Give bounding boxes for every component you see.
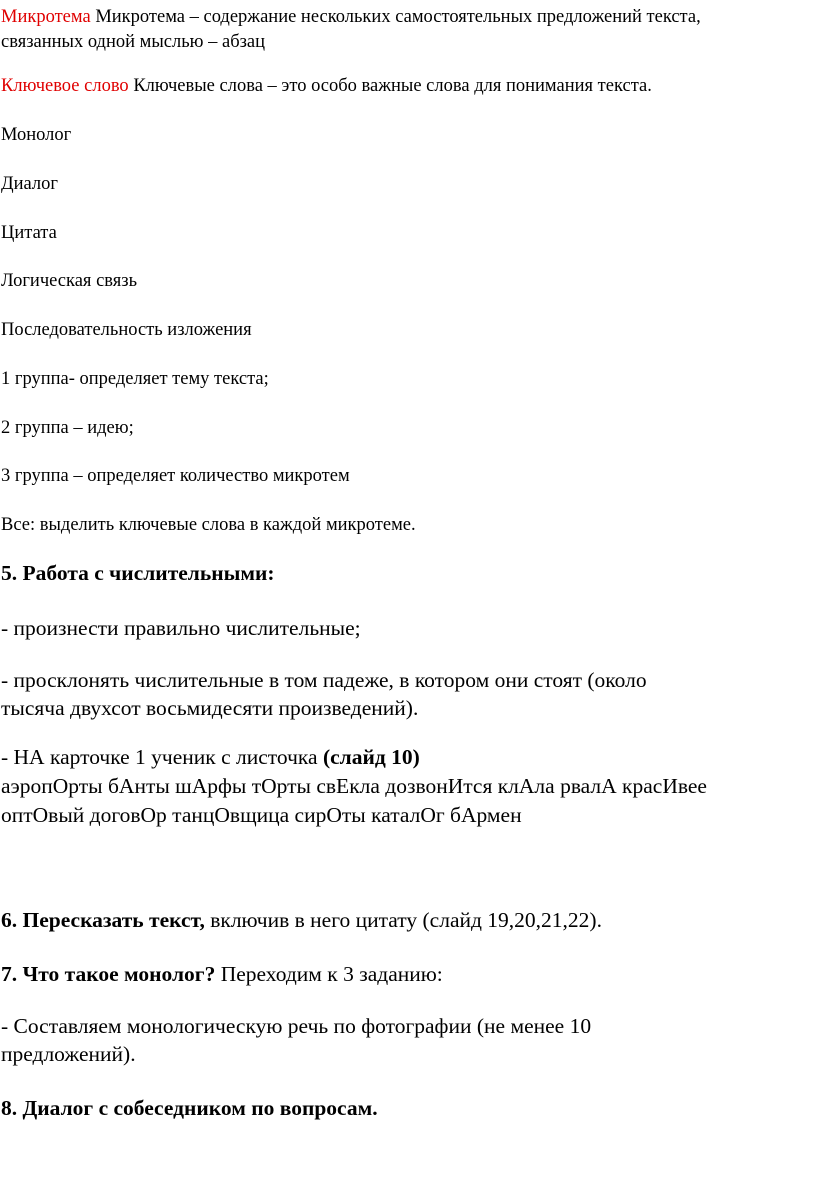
section-5-item-2-line1: - просклонять числительные в том падеже, в котором они стоят (около — [1, 668, 647, 692]
section-5-heading — [1, 559, 275, 587]
term-microtheme-definition: Микротема – содержание нескольких самостоятельных предложений текста, — [90, 7, 701, 27]
section-5-stress-line2: оптОвый договОр танцОвщица сирОты каталОг бАрмен — [1, 803, 522, 827]
section-6-bold: 6. Пересказать текст, — [1, 908, 205, 932]
section-7-item-line1: - Составляем монологическую речь по фотографии (не менее 10 — [1, 1014, 592, 1038]
section-5-stress-line1: аэропОрты бАнты шАрфы тОрты свЕкла дозвонИтся клАла рвалА красИвее — [1, 774, 707, 798]
group-3-task: 3 группа – определяет количество микротем — [1, 466, 350, 486]
word-logical-link: Логическая связь — [1, 271, 138, 291]
term-microtheme-line2: связанных одной мыслью – абзац — [1, 32, 266, 52]
word-dialogue: Диалог — [1, 174, 58, 194]
section-5-card-text: - НА карточке 1 ученик с листочка — [1, 745, 323, 769]
section-7-line — [1, 960, 443, 988]
section-8-heading — [1, 1094, 378, 1122]
section-7-item-line2: предложений). — [1, 1042, 136, 1066]
term-microtheme-label: Микротема — [1, 7, 91, 27]
section-5-card-slide: (слайд 10) — [322, 745, 420, 769]
section-5-item-1: - произнести правильно числительные; — [1, 616, 361, 640]
word-quote: Цитата — [1, 223, 57, 243]
term-microtheme-line1 — [1, 4, 701, 30]
section-6-line — [1, 906, 602, 934]
section-6-rest: включив в него цитату (слайд 19,20,21,22). — [204, 908, 602, 932]
term-keyword-label: Ключевое слово — [1, 76, 129, 96]
all-groups-task: Все: выделить ключевые слова в каждой микротеме. — [1, 515, 416, 535]
group-1-task: 1 группа- определяет тему текста; — [1, 369, 269, 389]
word-sequence: Последовательность изложения — [1, 320, 252, 340]
section-7-rest: Переходим к 3 заданию: — [215, 962, 443, 986]
group-2-task: 2 группа – идею; — [1, 418, 134, 438]
section-8-heading-text: 8. Диалог с собеседником по вопросам. — [1, 1096, 378, 1120]
section-5-card-line — [1, 743, 420, 771]
word-monologue: Монолог — [1, 125, 72, 145]
section-7-bold: 7. Что такое монолог? — [1, 962, 216, 986]
term-keyword-line — [1, 73, 652, 99]
section-5-item-2-line2: тысяча двухсот восьмидесяти произведений). — [1, 696, 419, 720]
section-5-heading-text: 5. Работа с числительными: — [1, 561, 275, 585]
term-keyword-definition: Ключевые слова – это особо важные слова для понимания текста. — [128, 76, 652, 96]
